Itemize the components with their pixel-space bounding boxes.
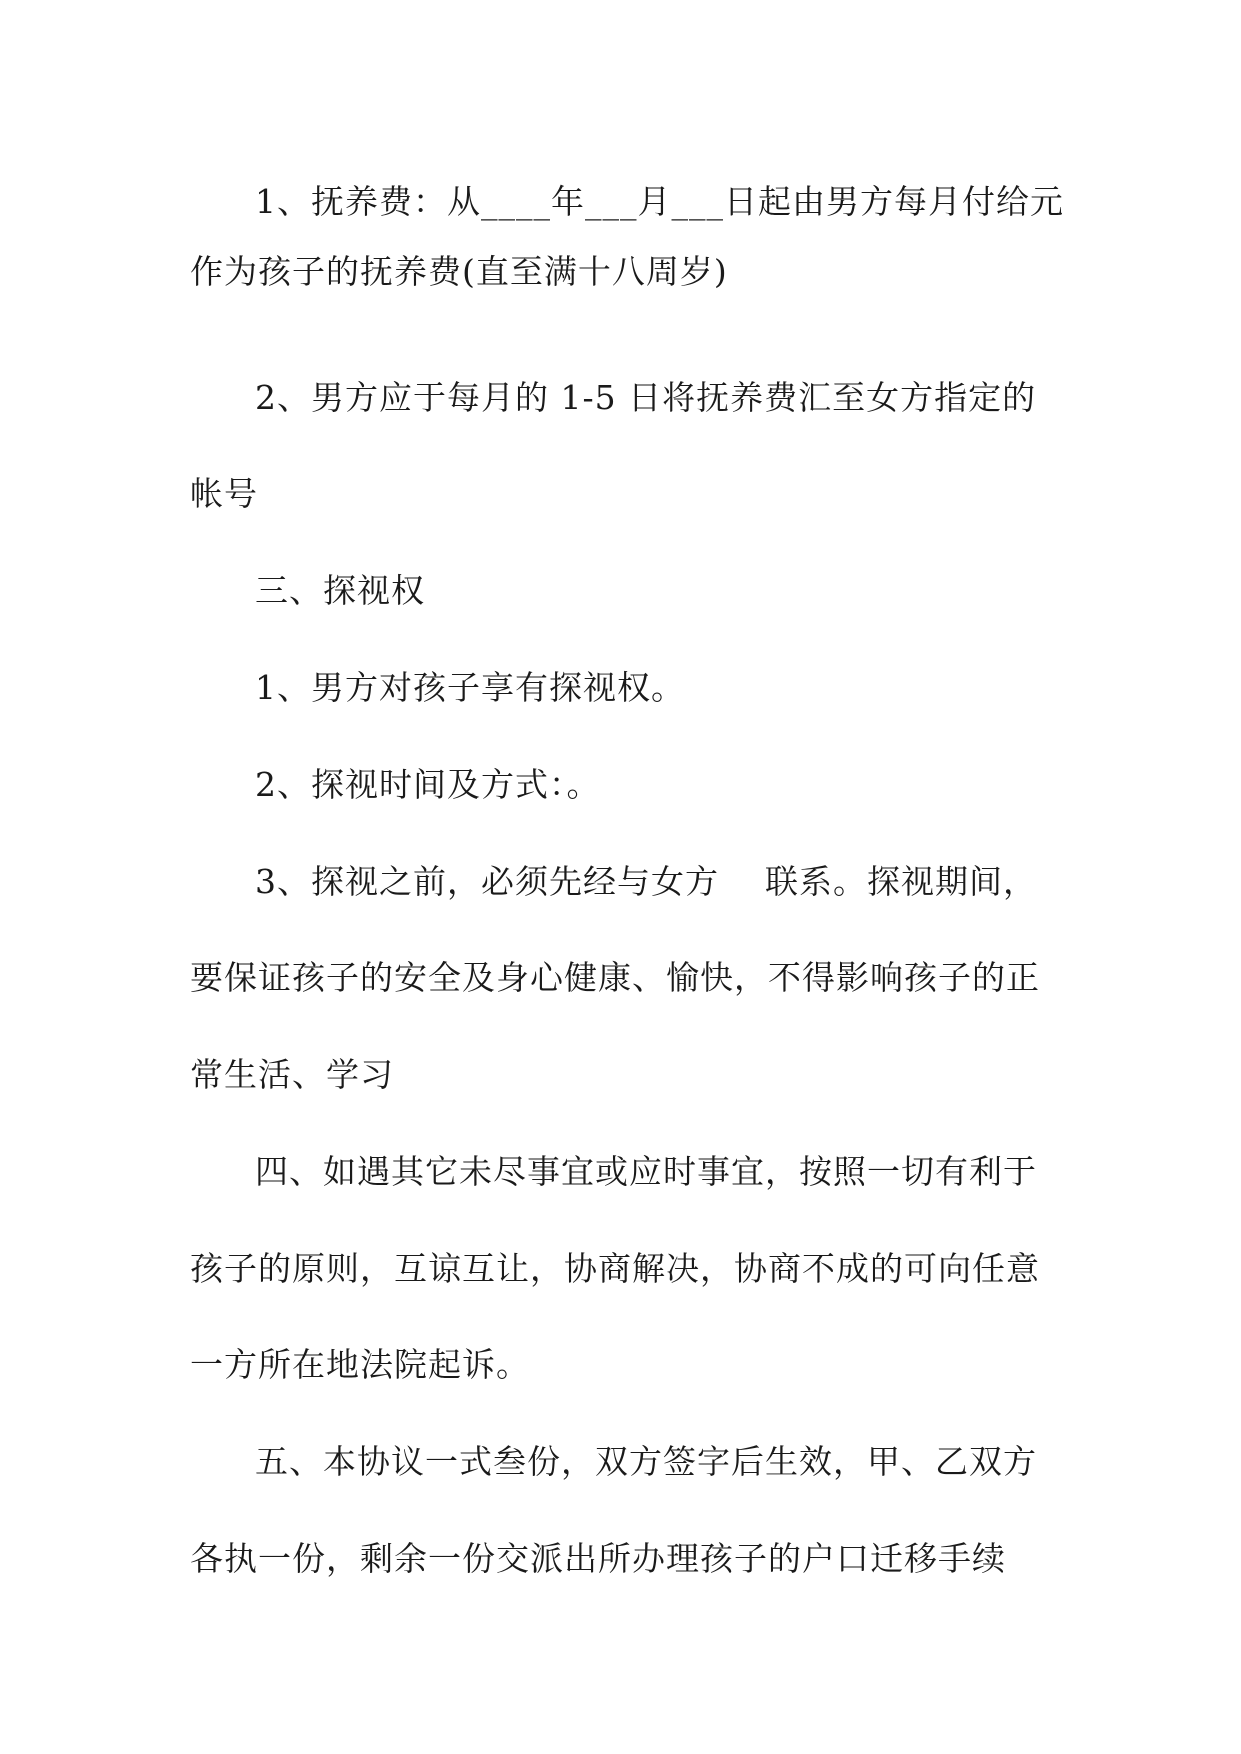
- paragraph-line: 各执一份，剩余一份交派出所办理孩子的户口迁移手续: [190, 1539, 1006, 1578]
- paragraph-line: 作为孩子的抚养费(直至满十八周岁): [190, 252, 728, 291]
- paragraph-line: 1、男方对孩子享有探视权。: [255, 668, 685, 707]
- paragraph-line: 2、探视时间及方式：。: [255, 765, 601, 804]
- paragraph-line: 2、男方应于每月的 1-5 日将抚养费汇至女方指定的: [255, 378, 1037, 417]
- paragraph-line: 要保证孩子的安全及身心健康、愉快，不得影响孩子的正: [190, 958, 1040, 997]
- paragraph-line: 四、如遇其它未尽事宜或应时事宜，按照一切有利于: [255, 1152, 1037, 1191]
- paragraph-line: 帐号: [190, 474, 258, 513]
- section-heading: 三、探视权: [255, 571, 425, 610]
- paragraph-line: 3、探视之前，必须先经与女方 联系。探视期间，: [255, 862, 1037, 901]
- paragraph-line: 孩子的原则，互谅互让，协商解决，协商不成的可向任意: [190, 1249, 1040, 1288]
- paragraph-line: 1、抚养费：从____年___月___日起由男方每月付给元: [255, 182, 1064, 221]
- paragraph-line: 常生活、学习: [190, 1055, 394, 1094]
- paragraph-line: 五、本协议一式叁份，双方签字后生效，甲、乙双方: [255, 1442, 1037, 1481]
- paragraph-line: 一方所在地法院起诉。: [190, 1345, 530, 1384]
